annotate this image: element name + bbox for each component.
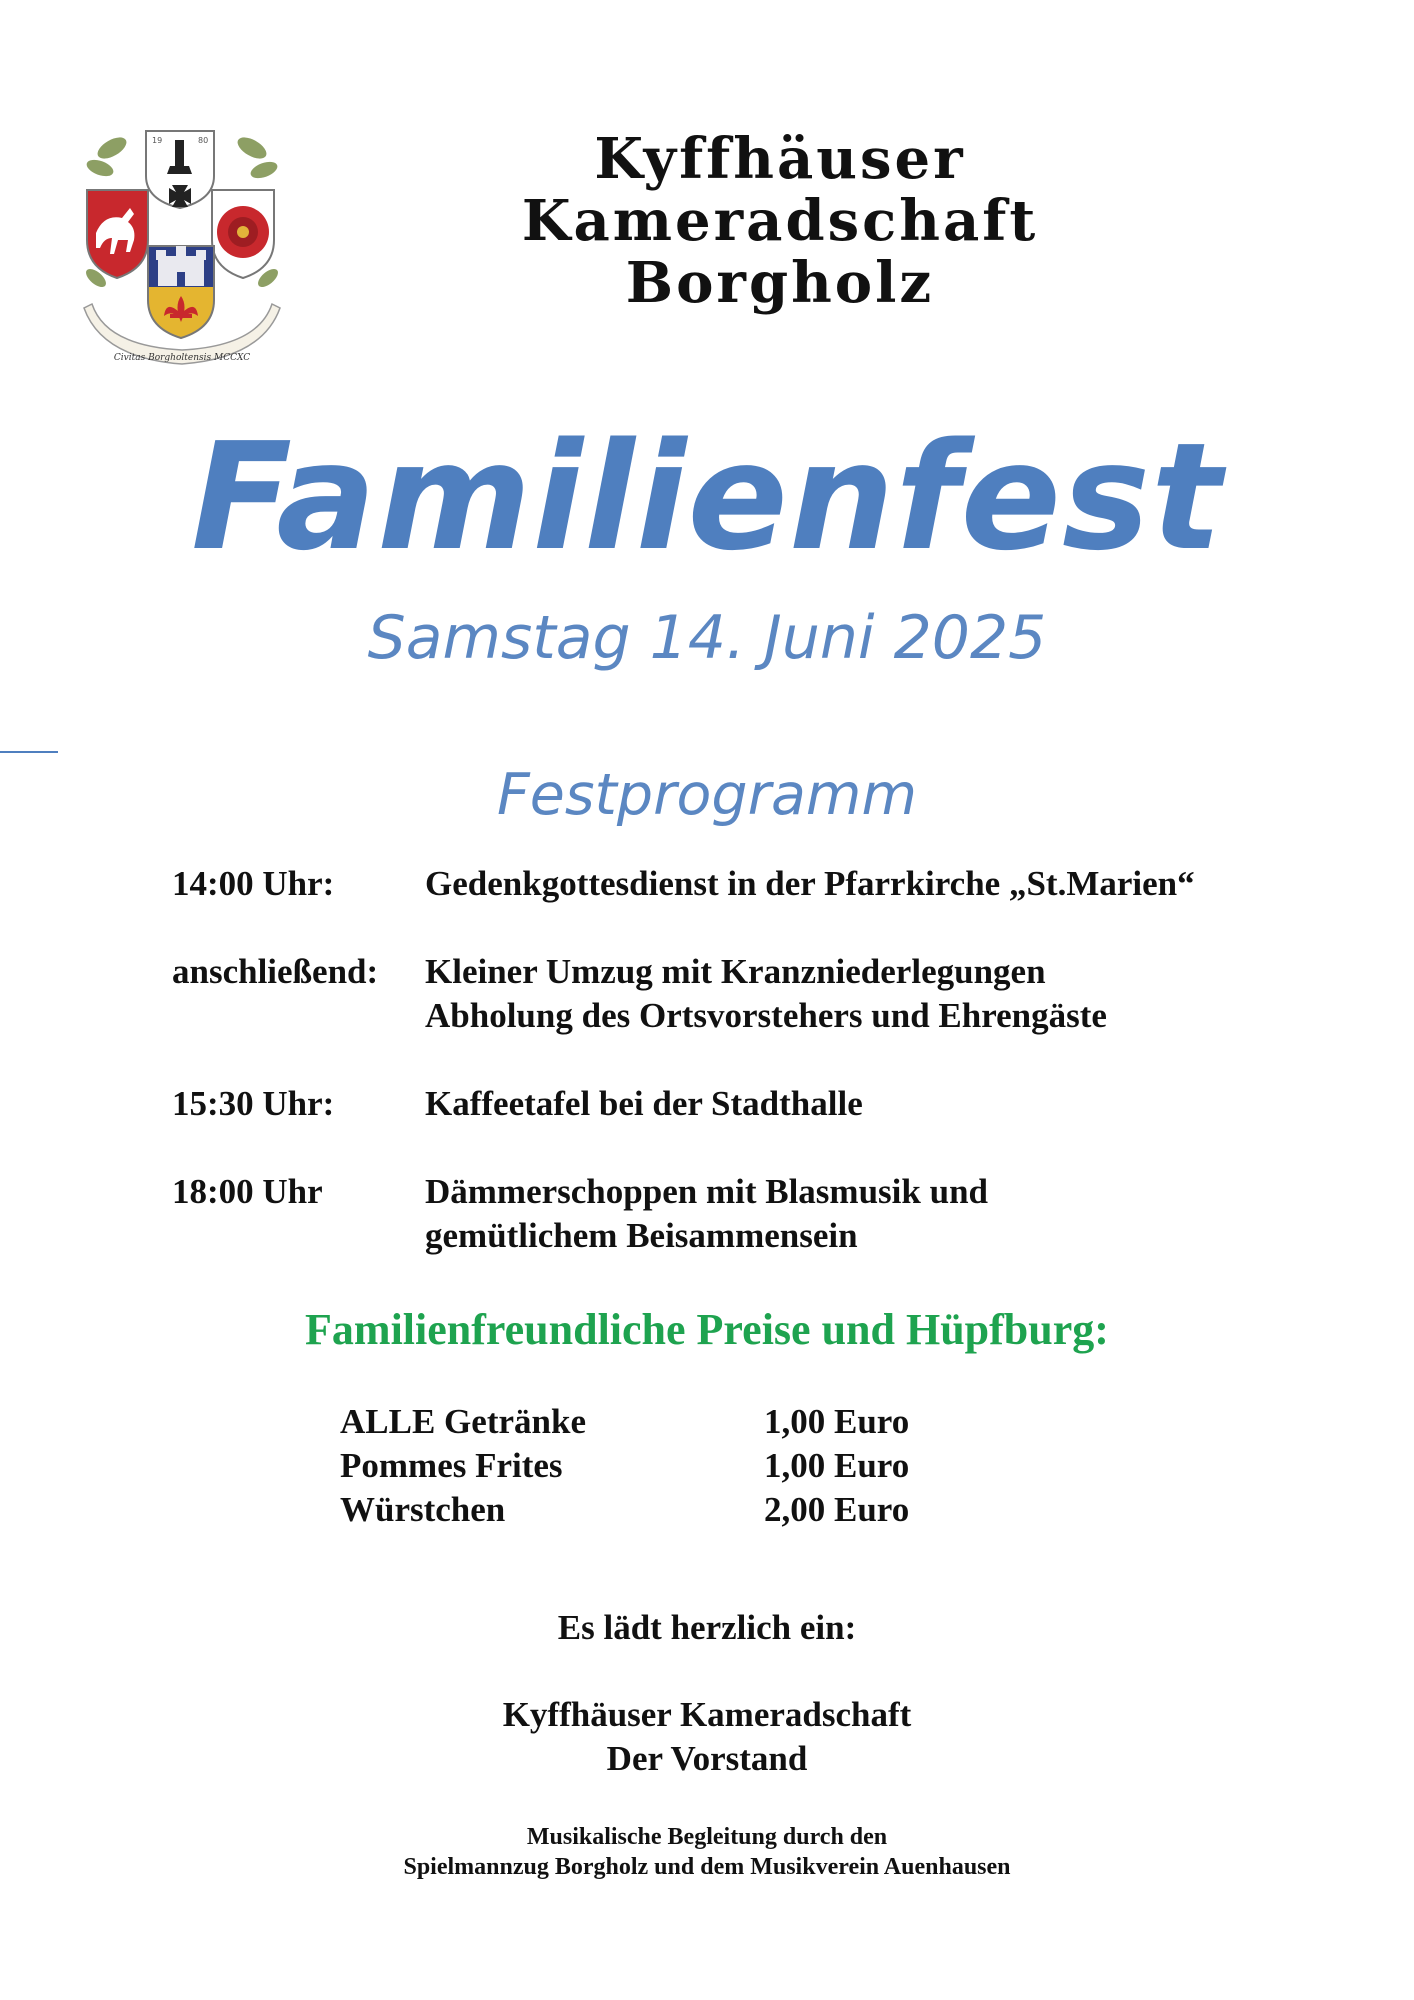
program-item: [172, 1082, 1372, 1126]
invitation-text: Es lädt herzlich ein:: [557, 1608, 857, 1647]
price-row: [340, 1488, 909, 1532]
program-item: [172, 1170, 1372, 1258]
organization-title-line: Kyffhäuser: [594, 126, 966, 192]
program-heading: Festprogramm: [497, 762, 917, 828]
signature-organization: Kyffhäuser Kameradschaft: [502, 1695, 912, 1734]
price-item: Würstchen: [340, 1490, 506, 1529]
program-description-line: gemütlichem Beisammensein: [425, 1216, 858, 1255]
footer-line: Musikalische Begleitung durch den: [526, 1824, 888, 1850]
prices-heading: Familienfreundliche Preise und Hüpfburg:: [305, 1305, 1109, 1354]
event-date: Samstag 14. Juni 2025: [367, 603, 1047, 673]
program-description: [425, 1082, 863, 1126]
program-description-line: Kaffeetafel bei der Stadthalle: [425, 1084, 863, 1123]
program-time: anschließend:: [172, 952, 379, 991]
price-item: ALLE Getränke: [340, 1402, 586, 1441]
program-description: [425, 1170, 988, 1258]
price-row: [340, 1444, 909, 1488]
crest-year-left: 19: [152, 136, 163, 145]
price-value: 1,00 Euro: [764, 1446, 910, 1485]
signature-board: Der Vorstand: [606, 1739, 808, 1778]
event-title: Familienfest: [191, 411, 1223, 583]
program-list: [172, 862, 1372, 1302]
price-value: 1,00 Euro: [764, 1402, 910, 1441]
organization-title: [440, 128, 1120, 314]
program-description-line: Abholung des Ortsvorstehers und Ehrengäste: [425, 996, 1107, 1035]
program-time: 15:30 Uhr:: [172, 1084, 335, 1123]
program-item: [172, 950, 1372, 1038]
organization-title-line: Kameradschaft: [521, 188, 1039, 254]
program-description: [425, 950, 1107, 1038]
program-time: 14:00 Uhr:: [172, 864, 335, 903]
program-item: [172, 862, 1372, 906]
price-item: Pommes Frites: [340, 1446, 563, 1485]
footer-note: [0, 1822, 1414, 1882]
program-description-line: Kleiner Umzug mit Kranzniederlegungen: [425, 952, 1046, 991]
rose-icon: [217, 206, 269, 258]
program-description-line: Gedenkgottesdienst in der Pfarrkirche „St.Marien“: [425, 864, 1195, 903]
program-time: 18:00 Uhr: [172, 1172, 323, 1211]
signature: [0, 1693, 1414, 1781]
crest-year-right: 80: [198, 136, 209, 145]
organization-title-line: Borgholz: [625, 250, 935, 316]
price-value: 2,00 Euro: [764, 1490, 910, 1529]
program-description: [425, 862, 1195, 906]
footer-line: Spielmannzug Borgholz und dem Musikverein Auenhausen: [403, 1854, 1011, 1880]
program-description-line: Dämmerschoppen mit Blasmusik und: [425, 1172, 989, 1211]
price-list: [340, 1400, 909, 1532]
crest-motto: Civitas Borgholtensis MCCXC: [113, 353, 251, 363]
coat-of-arms: [82, 128, 282, 378]
price-row: [340, 1400, 909, 1444]
divider: [0, 751, 58, 753]
